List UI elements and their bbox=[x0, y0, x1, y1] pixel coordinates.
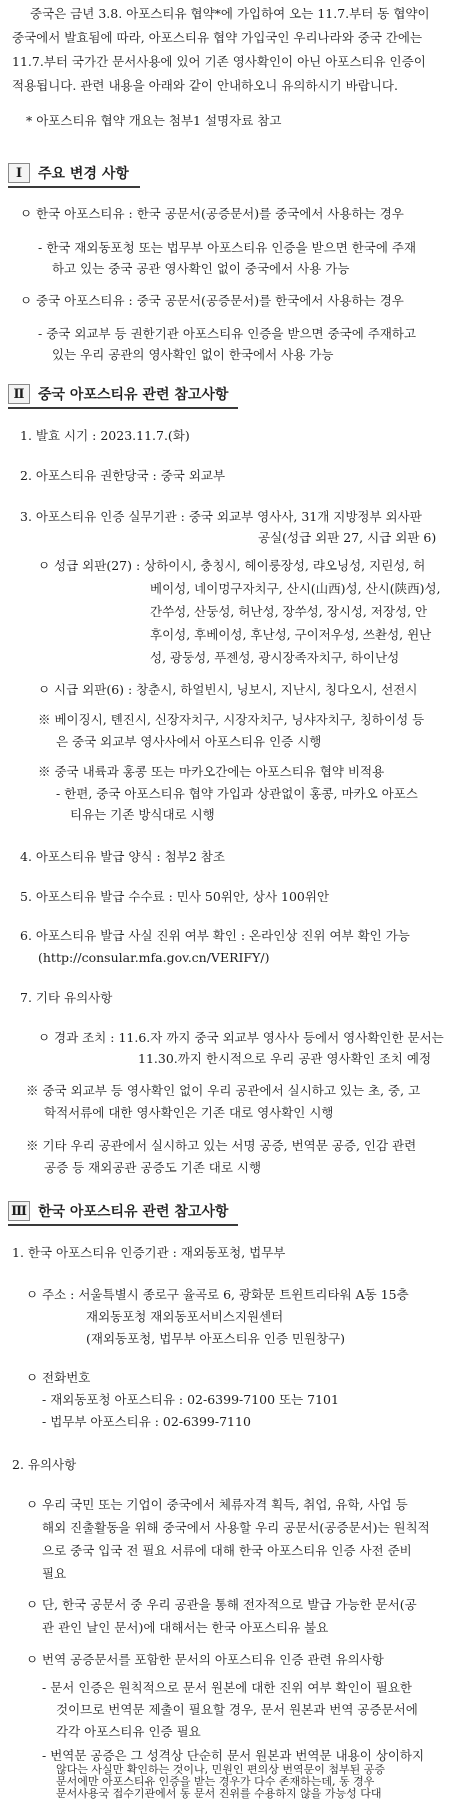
province-line: 간쑤성, 산둥성, 허난성, 장쑤성, 장시성, 저장성, 안 bbox=[150, 604, 428, 619]
section-underline bbox=[8, 407, 238, 409]
bullet-line: ㅇ 성급 외판(27) : 상하이시, 충칭시, 헤이룽장성, 랴오닝성, 지린성, 허 bbox=[38, 558, 426, 573]
sub-line: 것이므로 번역문 제출이 필요할 경우, 문서 원본과 번역 공증문서에 bbox=[56, 1702, 418, 1717]
sub-line: 문서사용국 접수기관에서 동 문서 진위를 수용하지 않을 가능성 다대 bbox=[56, 1787, 382, 1800]
note-line: ※ 베이징시, 톈진시, 신장자치구, 시장자치구, 닝샤자치구, 칭하이성 등 bbox=[38, 712, 425, 727]
section-title: 중국 아포스티유 관련 참고사항 bbox=[38, 387, 229, 403]
sub-line: 문서에만 아포스티유 인증을 받는 경우가 다수 존재하는데, 동 경우 bbox=[56, 1775, 375, 1788]
bullet-line: ㅇ 주소 : 서울특별시 종로구 율곡로 6, 광화문 트윈트리타워 A동 15층 bbox=[26, 1287, 409, 1302]
note-line: ※ 중국 내륙과 홍콩 또는 마카오간에는 아포스티유 협약 비적용 bbox=[38, 764, 385, 779]
note-line: 공증 등 재외공관 공증도 기존 대로 시행 bbox=[44, 1160, 262, 1175]
verify-url[interactable]: (http://consular.mfa.gov.cn/VERIFY/) bbox=[38, 950, 270, 965]
intro-line: 적용됩니다. 관련 내용을 아래와 같이 안내하오니 유의하시기 바랍니다. bbox=[12, 78, 398, 93]
section-number: Ⅱ bbox=[8, 384, 30, 404]
item-line: 공실(성급 외판 27, 시급 외판 6) bbox=[258, 530, 437, 545]
item-line: 2. 아포스티유 권한당국 : 중국 외교부 bbox=[20, 468, 226, 483]
bullet-line: ㅇ 중국 아포스티유 : 중국 공문서(공증문서)를 한국에서 사용하는 경우 bbox=[20, 293, 404, 308]
sub-line: 티유는 기존 방식대로 시행 bbox=[70, 807, 215, 822]
sub-line: - 한국 재외동포청 또는 법무부 아포스티유 인증을 받으면 한국에 주재 bbox=[38, 240, 417, 255]
note-line: ※ 중국 외교부 등 영사확인 없이 우리 공관에서 실시하고 있는 초, 중, 고 bbox=[26, 1083, 421, 1098]
province-line: 후이성, 후베이성, 후난성, 구이저우성, 쓰촨성, 윈난 bbox=[150, 627, 432, 642]
phone-line: - 재외동포청 아포스티유 : 02-6399-7100 또는 7101 bbox=[42, 1392, 339, 1407]
para-line: 필요 bbox=[42, 1566, 67, 1581]
note-line: ※ 기타 우리 공관에서 실시하고 있는 서명 공증, 번역문 공증, 인감 관련 bbox=[26, 1138, 417, 1153]
address-line: 재외동포청 재외동포서비스지원센터 bbox=[86, 1309, 284, 1324]
item-line: 1. 발효 시기 : 2023.11.7.(화) bbox=[20, 428, 190, 443]
intro-line: 중국은 금년 3.8. 아포스티유 협약*에 가입하여 오는 11.7.부터 동 협약이 bbox=[30, 6, 430, 21]
section-underline bbox=[8, 186, 140, 188]
bullet-line: ㅇ 경과 조치 : 11.6.자 까지 중국 외교부 영사사 등에서 영사확인한 문서는 bbox=[38, 1030, 444, 1045]
section-heading bbox=[8, 162, 129, 184]
sub-line: 않다는 사실만 확인하는 것이나, 민원인 편의상 번역문이 첨부된 공증 bbox=[56, 1763, 385, 1776]
phone-line: - 법무부 아포스티유 : 02-6399-7110 bbox=[42, 1414, 251, 1429]
sub-line: 각각 아포스티유 인증 필요 bbox=[56, 1724, 201, 1739]
para-line: 관 관인 날인 문서)에 대해서는 한국 아포스티유 불요 bbox=[42, 1620, 329, 1635]
section-title: 주요 변경 사항 bbox=[38, 166, 129, 182]
section-title: 한국 아포스티유 관련 참고사항 bbox=[38, 1204, 229, 1220]
item-line: 7. 기타 유의사항 bbox=[20, 990, 113, 1005]
note-line: 학적서류에 대한 영사확인은 기존 대로 영사확인 시행 bbox=[44, 1105, 334, 1120]
intro-note: * 아포스티유 협약 개요는 첨부1 설명자료 참고 bbox=[26, 113, 282, 128]
section-underline bbox=[8, 1224, 238, 1226]
item-line: 1. 한국 아포스티유 인증기관 : 재외동포청, 법무부 bbox=[12, 1245, 286, 1260]
bullet-line: ㅇ 번역 공증문서를 포함한 문서의 아포스티유 인증 관련 유의사항 bbox=[26, 1652, 384, 1667]
para-line: 으로 중국 입국 전 필요 서류에 대해 한국 아포스티유 인증 사전 준비 bbox=[42, 1543, 412, 1558]
item-line: 2. 유의사항 bbox=[12, 1457, 77, 1472]
item-line: 4. 아포스티유 발급 양식 : 첨부2 참조 bbox=[20, 849, 225, 864]
bullet-line: ㅇ 전화번호 bbox=[26, 1370, 91, 1385]
bullet-line: ㅇ 단, 한국 공문서 중 우리 공관을 통해 전자적으로 발급 가능한 문서(공 bbox=[26, 1597, 417, 1612]
bullet-line: ㅇ 우리 국민 또는 기업이 중국에서 체류자격 획득, 취업, 유학, 사업 등 bbox=[26, 1497, 408, 1512]
bullet-line: ㅇ 한국 아포스티유 : 한국 공문서(공증문서)를 중국에서 사용하는 경우 bbox=[20, 206, 404, 221]
section-number: Ⅰ bbox=[8, 163, 30, 183]
intro-line: 11.7.부터 국가간 문서사용에 있어 기존 영사확인이 아닌 아포스티유 인증이 bbox=[12, 54, 426, 69]
sub-line: - 문서 인증은 원칙적으로 문서 원본에 대한 진위 여부 확인이 필요한 bbox=[42, 1680, 412, 1695]
sub-line: - 번역문 공증은 그 성격상 단순히 문서 원본과 번역문 내용이 상이하지 bbox=[42, 1748, 425, 1763]
bullet-line: 11.30.까지 한시적으로 우리 공관 영사확인 조치 예정 bbox=[138, 1051, 432, 1066]
address-line: (재외동포청, 법무부 아포스티유 인증 민원창구) bbox=[86, 1331, 346, 1346]
bullet-line: ㅇ 시급 외판(6) : 창춘시, 하얼빈시, 닝보시, 지난시, 칭다오시, 선전시 bbox=[38, 682, 418, 697]
item-line: 6. 아포스티유 발급 사실 진위 여부 확인 : 온라인상 진위 여부 확인 가능 bbox=[20, 928, 410, 943]
para-line: 해외 진출활동을 위해 중국에서 사용할 우리 공문서(공증문서)는 원칙적 bbox=[42, 1520, 430, 1535]
sub-line: 하고 있는 중국 공관 영사확인 없이 중국에서 사용 가능 bbox=[52, 261, 350, 276]
item-line: 3. 아포스티유 인증 실무기관 : 중국 외교부 영사사, 31개 지방정부 외사판 bbox=[20, 509, 422, 524]
item-line: 5. 아포스티유 발급 수수료 : 민사 50위안, 상사 100위안 bbox=[20, 889, 330, 904]
section-heading bbox=[8, 1200, 228, 1222]
section-number: Ⅲ bbox=[8, 1201, 30, 1221]
province-line: 베이성, 네이멍구자치구, 산시(山西)성, 산시(陕西)성, bbox=[150, 581, 441, 596]
note-line: 은 중국 외교부 영사사에서 아포스티유 인증 시행 bbox=[56, 734, 322, 749]
sub-line: 있는 우리 공관의 영사확인 없이 한국에서 사용 가능 bbox=[52, 347, 334, 362]
sub-line: - 한편, 중국 아포스티유 협약 가입과 상관없이 홍콩, 마카오 아포스 bbox=[56, 786, 418, 801]
section-heading bbox=[8, 383, 228, 405]
province-line: 성, 광둥성, 푸젠성, 광시장족자치구, 하이난성 bbox=[150, 650, 400, 665]
intro-line: 중국에서 발효됨에 따라, 아포스티유 협약 가입국인 우리나라와 중국 간에는 bbox=[12, 30, 423, 45]
sub-line: - 중국 외교부 등 권한기관 아포스티유 인증을 받으면 중국에 주재하고 bbox=[38, 326, 417, 341]
